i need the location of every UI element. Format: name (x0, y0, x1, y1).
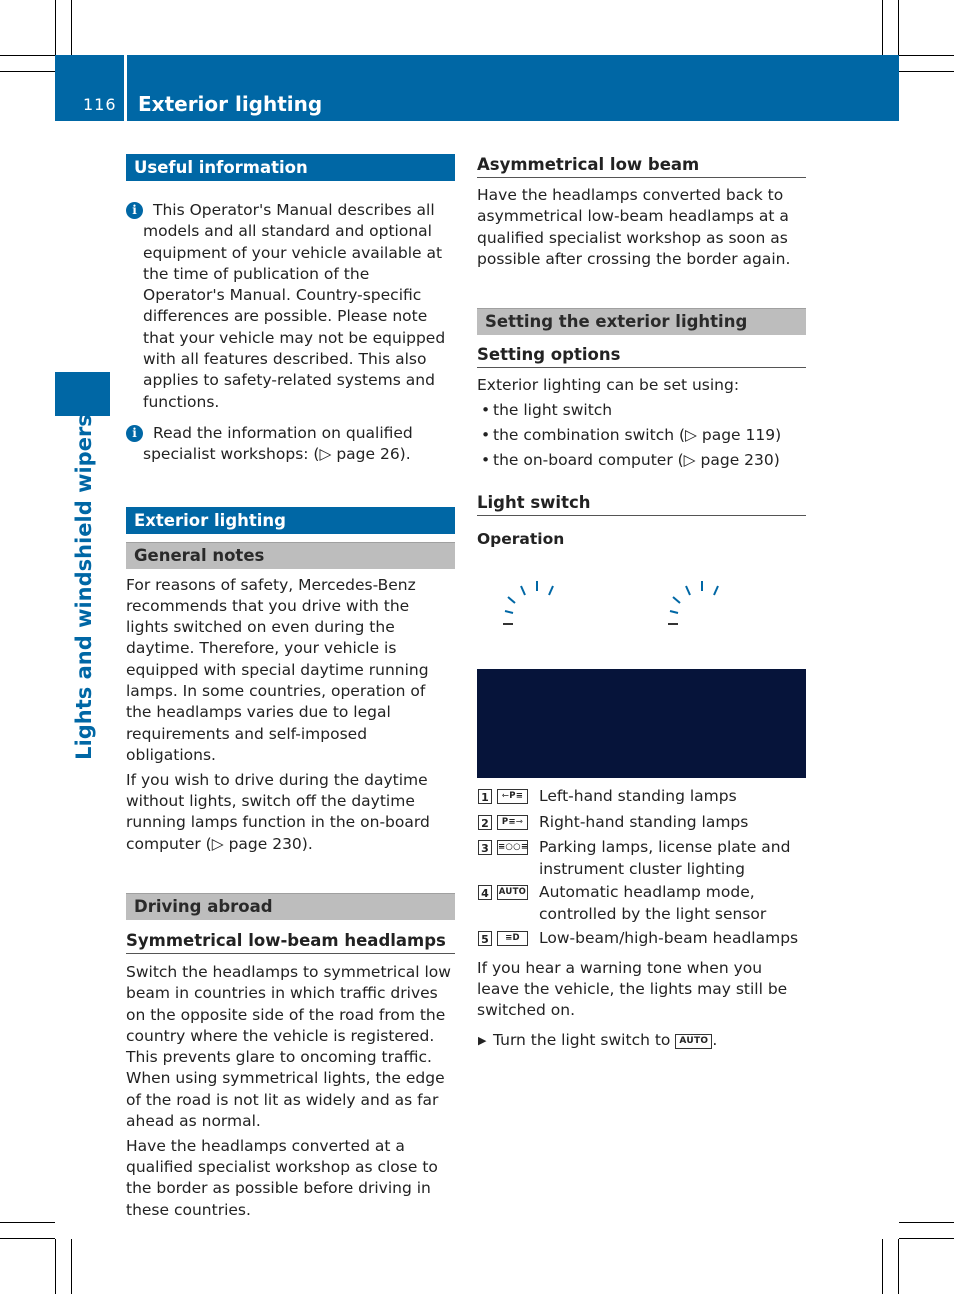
auto-mode-icon: AUTO (497, 885, 528, 900)
list-item-text: the combination switch (▷ page 119) (493, 426, 782, 445)
setting-options-heading: Setting options (477, 344, 806, 368)
useful-information-heading: Useful information (126, 154, 455, 181)
crop-mark (882, 1239, 883, 1294)
crop-mark (898, 0, 899, 55)
list-item (477, 450, 806, 471)
bullet: • (481, 451, 491, 470)
crop-mark (899, 55, 954, 56)
legend-text: Low-beam/high-beam headlamps (539, 928, 799, 947)
legend-number: 3 (478, 840, 492, 855)
symmetrical-paragraph: Have the headlamps converted at a qualified specialist workshop as close to the border as possible before driving in these countries. (126, 1136, 438, 1219)
crop-mark (55, 1239, 56, 1294)
info-note (126, 423, 455, 466)
light-switch-photo (477, 669, 806, 778)
standing-lamp-left-icon: ⇽P≡ (497, 789, 528, 804)
page-title: Exterior lighting (138, 92, 323, 116)
general-notes-paragraph: If you wish to drive during the daytime without lights, switch off the daytime running lamps function in the on-board computer (▷ page 230). (126, 770, 430, 853)
general-notes-paragraph: For reasons of safety, Mercedes-Benz recommends that you drive with the lights switched on even during the daytime. Therefore, your vehicle is equipped with special daytime running lamps. In some countries, operation of the headlamps varies due to legal requirements and self-imposed obligations. (126, 575, 429, 764)
instruction-step (477, 1030, 806, 1051)
crop-mark (0, 1238, 55, 1239)
legend-number: 2 (478, 815, 492, 830)
step-arrow-icon: ▶ (478, 1033, 487, 1047)
chapter-label-text: Lights and windshield wipers (72, 414, 96, 760)
info-icon: i (126, 202, 143, 219)
legend-text: Parking lamps, license plate and instrument cluster lighting (539, 838, 791, 878)
legend-row (477, 928, 806, 949)
legend-number: 1 (478, 789, 492, 804)
general-notes-heading: General notes (126, 542, 455, 569)
crop-mark (882, 0, 883, 55)
light-switch-figure (477, 550, 806, 669)
crop-mark (0, 71, 55, 72)
step-end: . (712, 1030, 718, 1049)
crop-mark (899, 1238, 954, 1239)
auto-icon: AUTO (675, 1034, 712, 1049)
legend (477, 786, 806, 949)
page-number: 116 (83, 95, 117, 114)
light-switch-dials (477, 550, 806, 669)
page-header (55, 55, 899, 121)
list-item (477, 400, 806, 421)
crop-mark (898, 1239, 899, 1294)
bullet: • (481, 401, 491, 420)
legend-text: Left-hand standing lamps (539, 786, 737, 805)
standing-lamp-right-icon: P≡⇾ (497, 815, 528, 830)
asymmetrical-heading: Asymmetrical low beam (477, 154, 806, 178)
legend-number: 5 (478, 931, 492, 946)
crop-mark (71, 1239, 72, 1294)
symmetrical-heading: Symmetrical low-beam headlamps (126, 930, 455, 954)
crop-mark (71, 0, 72, 55)
header-divider (124, 55, 127, 121)
crop-mark (0, 55, 55, 56)
legend-number: 4 (478, 885, 492, 900)
list-item-text: the light switch (493, 401, 613, 420)
list-item-text: the on-board computer (▷ page 230) (493, 451, 780, 470)
info-text: Read the information on qualified specialist workshops: (▷ page 26). (143, 423, 413, 464)
light-switch-heading: Light switch (477, 492, 806, 516)
parking-lamp-icon: ≡○○≡ (497, 840, 528, 855)
crop-mark (0, 1222, 55, 1223)
asymmetrical-paragraph: Have the headlamps converted back to asymmetrical low-beam headlamps at a qualified specialist workshop as soon as possible after crossing the border again. (477, 186, 791, 268)
options-intro: Exterior lighting can be set using: (477, 376, 740, 395)
info-text: This Operator's Manual describes all models and all standard and optional equipment of your vehicle available at the time of publication of the Operator's Manual. Country-specific differences are possible. Please note that your vehicle may not be equipped with all features described. This also applies to safety-related systems and functions. (143, 201, 446, 411)
crop-mark (899, 71, 954, 72)
dial-left (503, 581, 553, 624)
list-item (477, 425, 806, 446)
legend-row (477, 837, 806, 880)
setting-exterior-lighting-heading: Setting the exterior lighting (477, 308, 806, 335)
exterior-lighting-heading: Exterior lighting (126, 507, 455, 534)
legend-row (477, 882, 806, 925)
options-list (477, 400, 806, 471)
legend-row (477, 812, 806, 833)
driving-abroad-heading: Driving abroad (126, 893, 455, 920)
crop-mark (899, 1222, 954, 1223)
crop-mark (55, 0, 56, 55)
right-column (477, 154, 806, 1051)
bullet: • (481, 426, 491, 445)
step-text: Turn the light switch to (493, 1030, 671, 1049)
chapter-tab (55, 372, 110, 416)
low-beam-icon: ≡D (497, 931, 528, 946)
warning-paragraph: If you hear a warning tone when you leave the vehicle, the lights may still be switched on. (477, 958, 788, 1020)
legend-text: Automatic headlamp mode, controlled by the light sensor (539, 883, 767, 923)
left-column (126, 154, 455, 1221)
dial-right (668, 581, 718, 624)
info-icon: i (126, 425, 143, 442)
symmetrical-paragraph: Switch the headlamps to symmetrical low beam in countries in which traffic drives on the opposite side of the road from the country where the vehicle is registered. This prevents glare to oncoming traffic. When using symmetrical lights, the edge of the road is not lit as widely and as far ahead as normal. (126, 962, 451, 1130)
operation-heading: Operation (477, 529, 565, 548)
legend-row (477, 786, 806, 807)
info-note (126, 200, 455, 413)
legend-text: Right-hand standing lamps (539, 812, 749, 831)
